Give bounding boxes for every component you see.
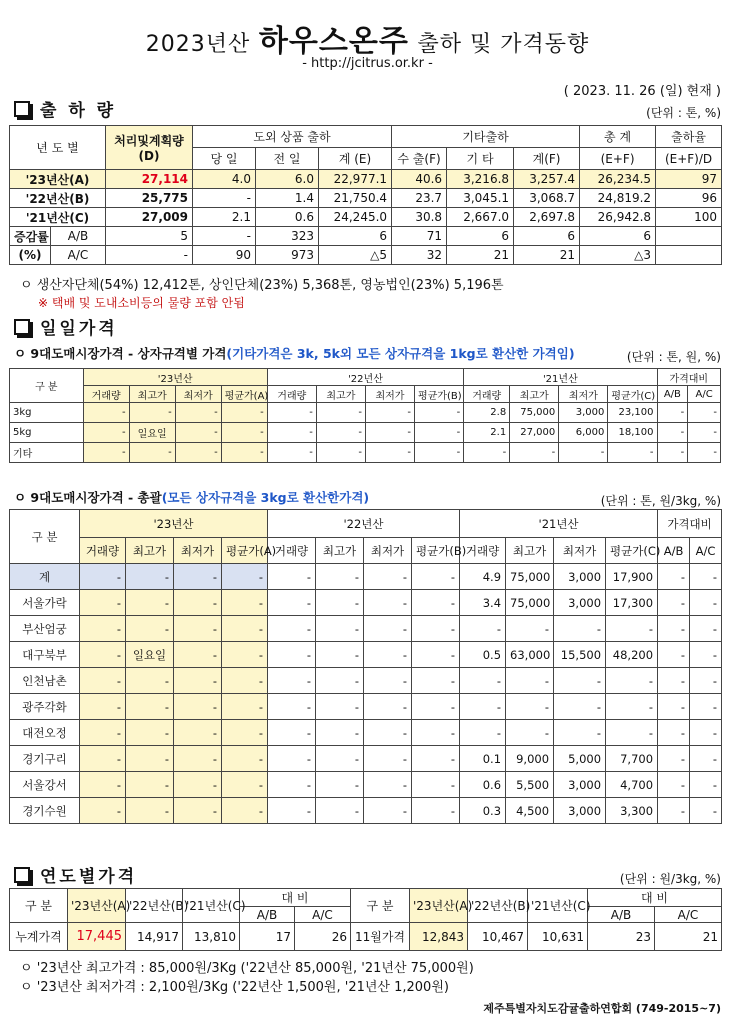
header-ratio: 출하율: [656, 126, 722, 148]
header-planned: 처리및계획량 (D): [106, 126, 193, 170]
header-etc: 기 타: [447, 148, 514, 170]
shipment-unit: (단위 : 톤, %): [646, 106, 721, 120]
size-price-unit: (단위 : 톤, 원, %): [626, 350, 721, 364]
checkbox-square-icon: [14, 319, 30, 335]
footer-org: 제주특별자치도감귤출하연합회 (749-2015~7): [483, 1002, 721, 1015]
table-row: 서울강서 - - - - - - - - 0.6 5,500 3,000 4,700 - -: [10, 772, 722, 798]
size-price-table: 구 분 '23년산 '22년산 '21년산 가격대비 거래량 최고가 최저가 평균가(A) 거래량 최고가 최저가 평균가(B) 거래량 최고가 최저가 평균가(C) A/B A/C 3kg - - - - - - - - 2.8 75,000 3,000 23,100 - - 5kg - 일요일 - - - - - - 2.1 27,000 6,000 18,100 - - 기타 - - - - - - - - - - - - - -: [9, 368, 721, 463]
site-url: - http://jcitrus.or.kr -: [302, 56, 433, 71]
table-row: 3kg - - - - - - - - 2.8 75,000 3,000 23,100 - -: [10, 403, 721, 423]
total-price-rows: [10, 564, 722, 824]
title-main: 하우스온주: [258, 24, 409, 59]
total-price-heading: ㅇ 9대도매시장가격 - 총괄(모든 상자규격을 3kg로 환산한가격): [14, 490, 370, 505]
table-row: 기타 - - - - - - - - - - - - - -: [10, 443, 721, 463]
table-row: 서울가락 - - - - - - - - 3.4 75,000 3,000 17,300 - -: [10, 590, 722, 616]
report-date: ( 2023. 11. 26 (일) 현재 ): [563, 84, 721, 99]
title-rest: 출하 및 가격동향: [417, 32, 590, 57]
table-row: 경기구리 - - - - - - - - 0.1 9,000 5,000 7,700 - -: [10, 746, 722, 772]
table-row: 부산엄궁 - - - - - - - - - - - - - -: [10, 616, 722, 642]
table-row: 인천남촌 - - - - - - - - - - - - - -: [10, 668, 722, 694]
header-dom-prev: 전 일: [256, 148, 319, 170]
header-ratio-sub: (E+F)/D: [656, 148, 722, 170]
shipment-table: [9, 125, 722, 265]
table-row: 누계가격 17,445 14,917 13,810 17 26 11월가격 12,843 10,467 10,631 23 21: [10, 923, 722, 951]
table-row: '22년산(B) 25,775 - 1.4 21,750.4 23.7 3,045.1 3,068.7 24,819.2 96: [10, 189, 722, 208]
shipment-rows: [10, 170, 722, 265]
yearly-unit: (단위 : 원/3kg, %): [619, 872, 721, 886]
table-row: 계 - - - - - - - - 4.9 75,000 3,000 17,900 - -: [10, 564, 722, 590]
checkbox-square-icon: [14, 101, 30, 117]
header-grand-total: 총 계: [580, 126, 656, 148]
header-domestic: 도외 상품 출하: [193, 126, 392, 148]
table-row: 대구북부 - 일요일 - - - - - - 0.5 63,000 15,500 48,200 - -: [10, 642, 722, 668]
table-row: 광주각화 - - - - - - - - - - - - - -: [10, 694, 722, 720]
page-title: [0, 16, 735, 60]
table-row: 증감률 A/B 5 - 323 6 71 6 6 6: [10, 227, 722, 246]
checkbox-square-icon: [14, 867, 30, 883]
size-price-rows: [10, 403, 721, 463]
table-row: (%) A/C - 90 973 △5 32 21 21 △3: [10, 246, 722, 265]
table-row: '23년산(A) 27,114 4.0 6.0 22,977.1 40.6 3,216.8 3,257.4 26,234.5 97: [10, 170, 722, 189]
total-price-table: 구 분 '23년산 '22년산 '21년산 가격대비 거래량 최고가 최저가 평균가(A) 거래량 최고가 최저가 평균가(B) 거래량 최고가 최저가 평균가(C) A/B A/C 계 - - - - - - - - 4.9 75,000 3,000 17,900 - - 서울가락 - - - - - - - - 3.4 75,000 3,000 17,300 - - 부산엄궁 - - - - - - - - - - - - - - 대구북부 - 일요일 - - - - - - 0.5 63,000 15,500 48,200 - - 인천남촌 - - - - - - - - - - - - - - 광주각화 - - - - - - - - - - - - - - 대전오정 - - - - - - - - - - - - - - 경기구리 - - - - - - - - 0.1 9,000 5,000 7,700 - - 서울강서 - - - - - - - - 0.6 5,500 3,000 4,700 - - 경기수원 - - - - - - - - 0.3 4,500 3,000 3,300 - -: [9, 509, 722, 824]
header-other: 기타출하: [392, 126, 580, 148]
table-row: 대전오정 - - - - - - - - - - - - - -: [10, 720, 722, 746]
shipment-section-heading: 출 하 량: [14, 96, 116, 121]
min-price-note: ㅇ '23년산 최저가격 : 2,100원/3Kg ('22년산 1,500원, '21년산 1,200원): [20, 980, 449, 995]
table-row: 5kg - 일요일 - - - - - - 2.1 27,000 6,000 18,100 - -: [10, 423, 721, 443]
header-other-total: 계(F): [514, 148, 580, 170]
header-dom-today: 당 일: [193, 148, 256, 170]
header-export: 수 출(F): [392, 148, 447, 170]
yearly-price-table: 구 분 '23년산(A) '22년산(B) '21년산(C) 대 비 구 분 '23년산(A) '22년산(B) '21년산(C) 대 비 A/B A/C A/B A/C 누계가격 17,445 14,917 13,810 17 26 11월가격 12,843 10,467 10,631 23 21: [9, 888, 722, 951]
header-year: 년 도 별: [10, 126, 106, 170]
max-price-note: ㅇ '23년산 최고가격 : 85,000원/3Kg ('22년산 85,000원, '21년산 75,000원): [20, 961, 474, 976]
producer-note: ㅇ 생산자단체(54%) 12,412톤, 상인단체(23%) 5,368톤, 영농법인(23%) 5,196톤: [20, 278, 504, 293]
header-grand-total-sub: (E+F): [580, 148, 656, 170]
table-row: '21년산(C) 27,009 2.1 0.6 24,245.0 30.8 2,667.0 2,697.8 26,942.8 100: [10, 208, 722, 227]
total-price-unit: (단위 : 톤, 원/3kg, %): [600, 494, 721, 508]
table-row: 경기수원 - - - - - - - - 0.3 4,500 3,000 3,300 - -: [10, 798, 722, 824]
delivery-warning: ※ 택배 및 도내소비등의 물량 포함 안됨: [38, 296, 245, 310]
header-dom-total: 계 (E): [319, 148, 392, 170]
title-year: 2023년산: [145, 32, 251, 57]
daily-section-heading: 일일가격: [14, 314, 118, 339]
size-price-heading: ㅇ 9대도매시장가격 - 상자규격별 가격(기타가격은 3k, 5k외 모든 상자규격을 1kg로 환산한 가격임): [14, 346, 575, 361]
yearly-section-heading: 연도별가격: [14, 862, 137, 887]
